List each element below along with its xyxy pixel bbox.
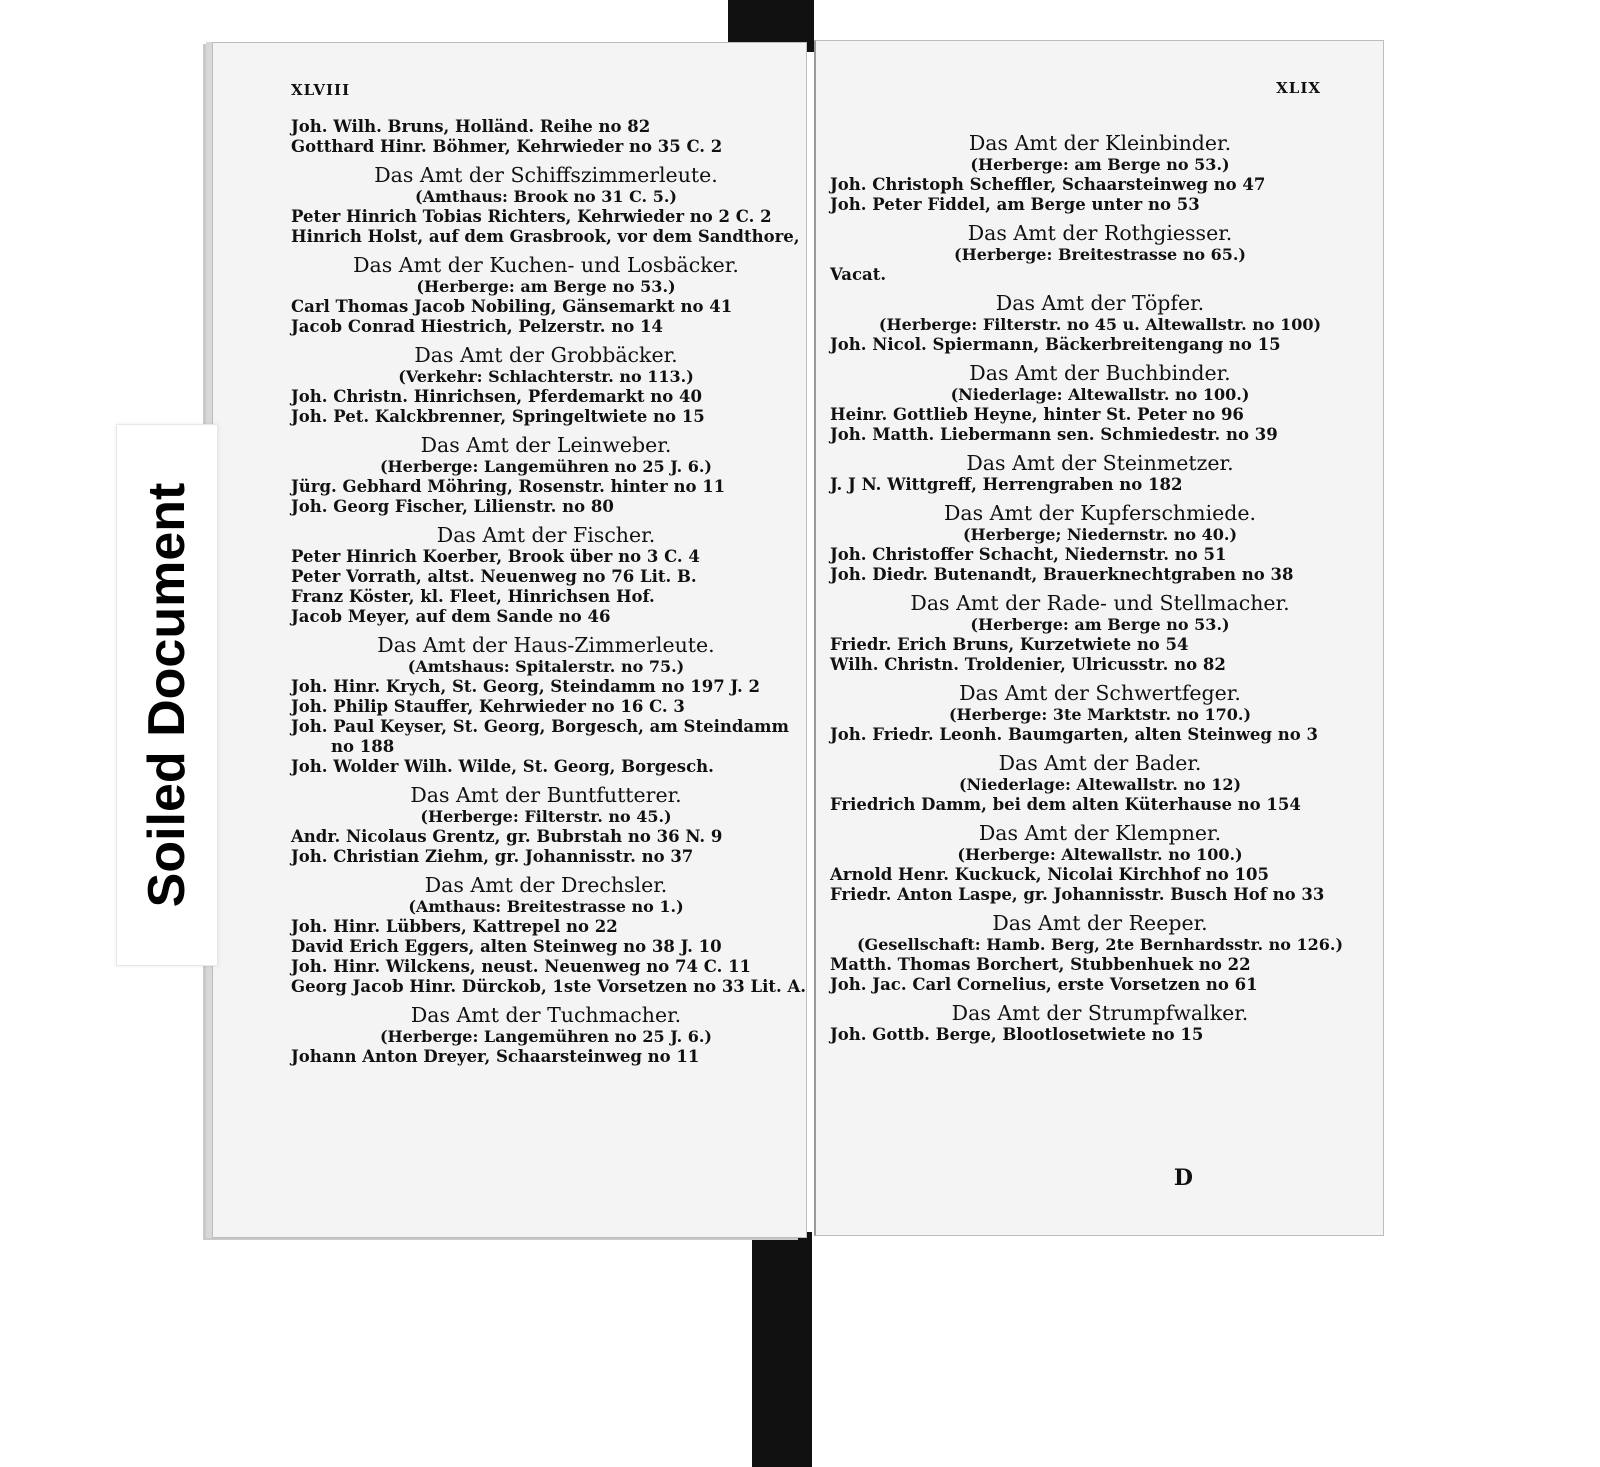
section-subtitle: (Verkehr: Schlachterstr. no 113.) [398,367,694,386]
member-entry: Joh. Hinr. Wilckens, neust. Neuenweg no 74 C. 11 [291,957,752,976]
section-title: Das Amt der Strumpfwalker. [951,1001,1249,1025]
member-entry: Jacob Meyer, auf dem Sande no 46 [291,607,611,626]
guild-section [291,1003,801,1067]
member-entry: Peter Hinrich Tobias Richters, Kehrwieder no 2 C. 2 [291,207,772,226]
section-title: Das Amt der Kuchen- und Losbäcker. [353,253,739,277]
guild-section [830,591,1370,675]
member-entry: Joh. Gottb. Berge, Blootlosetwiete no 15 [830,1025,1204,1044]
guild-section [830,821,1370,905]
guild-section [830,751,1370,815]
guild-section [830,681,1370,745]
section-subtitle: (Herberge: am Berge no 53.) [970,155,1230,174]
section-title: Das Amt der Grobbäcker. [414,343,678,367]
right-page [814,40,1384,1236]
section-title: Das Amt der Schwertfeger. [959,681,1241,705]
member-entry: Wilh. Christn. Troldenier, Ulricusstr. no 82 [830,655,1226,674]
member-entry: Joh. Diedr. Butenandt, Brauerknechtgraben no 38 [830,565,1294,584]
member-entry: J. J N. Wittgreff, Herrengraben no 182 [830,475,1183,494]
guild-section [830,1001,1370,1045]
member-entry: Joh. Paul Keyser, St. Georg, Borgesch, am Steindamm [291,717,789,736]
member-entry: Hinrich Holst, auf dem Grasbrook, vor dem Sandthore, [291,227,800,246]
section-title: Das Amt der Leinweber. [420,433,672,457]
member-entry: Joh. Christn. Hinrichsen, Pferdemarkt no 40 [291,387,702,406]
member-entry: Joh. Philip Stauffer, Kehrwieder no 16 C. 3 [291,697,685,716]
guild-section [291,253,801,337]
member-entry: Joh. Georg Fischer, Lilienstr. no 80 [291,497,614,516]
member-entry: Franz Köster, kl. Fleet, Hinrichsen Hof. [291,587,655,606]
section-title: Das Amt der Fischer. [436,523,656,547]
guild-section [830,291,1370,355]
section-title: Das Amt der Drechsler. [424,873,668,897]
section-subtitle: (Herberge: Breitestrasse no 65.) [954,245,1246,264]
left-column [291,117,807,1067]
member-entry: Arnold Henr. Kuckuck, Nicolai Kirchhof no 105 [830,865,1269,884]
guild-section [830,501,1370,585]
guild-section [830,451,1370,495]
member-entry: Joh. Wolder Wilh. Wilde, St. Georg, Borgesch. [291,757,714,776]
member-entry: Joh. Friedr. Leonh. Baumgarten, alten Steinweg no 3 [830,725,1318,744]
member-entry: Peter Hinrich Koerber, Brook über no 3 C. 4 [291,547,700,566]
member-entry: Jürg. Gebhard Möhring, Rosenstr. hinter no 11 [291,477,726,496]
section-title: Das Amt der Buchbinder. [969,361,1231,385]
member-entry: Jacob Conrad Hiestrich, Pelzerstr. no 14 [291,317,663,336]
member-entry: Friedrich Damm, bei dem alten Küterhause no 154 [830,795,1301,814]
member-entry: Friedr. Anton Laspe, gr. Johannisstr. Busch Hof no 33 [830,885,1325,904]
soiled-document-label [116,424,218,966]
member-entry: Joh. Christoph Scheffler, Schaarsteinweg no 47 [830,175,1266,194]
member-entry: Joh. Christian Ziehm, gr. Johannisstr. no 37 [291,847,694,866]
member-entry: Andr. Nicolaus Grentz, gr. Bubrstah no 36 N. 9 [291,827,723,846]
section-subtitle: (Herberge: Filterstr. no 45.) [420,807,672,826]
section-title: Das Amt der Buntfutterer. [410,783,682,807]
section-title: Das Amt der Kleinbinder. [968,131,1232,155]
member-entry: Heinr. Gottlieb Heyne, hinter St. Peter no 96 [830,405,1244,424]
member-entry: Joh. Matth. Liebermann sen. Schmiedestr. no 39 [830,425,1278,444]
guild-section [291,523,801,627]
section-subtitle: (Gesellschaft: Hamb. Berg, 2te Bernhardsstr. no 126.) [856,935,1344,954]
guild-section [291,163,801,247]
member-entry: Johann Anton Dreyer, Schaarsteinweg no 11 [291,1047,700,1066]
section-title: Das Amt der Schiffszimmerleute. [374,163,718,187]
guild-section [291,873,807,997]
section-title: Das Amt der Rothgiesser. [967,221,1233,245]
section-title: Das Amt der Klempner. [978,821,1222,845]
member-entry: Peter Vorrath, altst. Neuenweg no 76 Lit. B. [291,567,697,586]
section-subtitle: (Amtshaus: Spitalerstr. no 75.) [407,657,685,676]
page-number: XLVIII [291,81,351,99]
member-entry: Joh. Jac. Carl Cornelius, erste Vorsetzen no 61 [830,975,1258,994]
section-title: Das Amt der Töpfer. [995,291,1205,315]
right-column [830,125,1370,1045]
member-entry: Friedr. Erich Bruns, Kurzetwiete no 54 [830,635,1189,654]
member-entry: no 188 [331,737,395,756]
guild-section [291,783,801,867]
member-entry: David Erich Eggers, alten Steinweg no 38 J. 10 [291,937,722,956]
section-title: Das Amt der Kupferschmiede. [943,501,1257,525]
section-title: Das Amt der Steinmetzer. [966,451,1234,475]
member-entry: Joh. Hinr. Lübbers, Kattrepel no 22 [291,917,618,936]
section-subtitle: (Herberge: Altewallstr. no 100.) [957,845,1243,864]
section-subtitle: (Herberge: am Berge no 53.) [416,277,676,296]
section-subtitle: (Herberge: Langemühren no 25 J. 6.) [379,457,712,476]
preamble-line: Joh. Wilh. Bruns, Holländ. Reihe no 82 [291,117,651,136]
section-subtitle: (Amthaus: Breitestrasse no 1.) [408,897,684,916]
section-title: Das Amt der Rade- und Stellmacher. [910,591,1290,615]
section-subtitle: (Amthaus: Brook no 31 C. 5.) [415,187,677,206]
member-entry: Joh. Peter Fiddel, am Berge unter no 53 [830,195,1200,214]
member-entry: Georg Jacob Hinr. Dürckob, 1ste Vorsetzen no 33 Lit. A. [291,977,807,996]
guild-section [291,343,801,427]
guild-section [291,433,801,517]
section-subtitle: (Herberge; Niedernstr. no 40.) [962,525,1238,544]
signature-mark: D [1173,1165,1193,1191]
section-title: Das Amt der Reeper. [992,911,1208,935]
member-entry: Vacat. [830,265,887,284]
preamble-line: Gotthard Hinr. Böhmer, Kehrwieder no 35 C. 2 [291,137,723,156]
member-entry: Joh. Christoffer Schacht, Niedernstr. no 51 [830,545,1227,564]
section-subtitle: (Niederlage: Altewallstr. no 100.) [950,385,1250,404]
guild-section [830,221,1370,285]
section-subtitle: (Herberge: 3te Marktstr. no 170.) [948,705,1252,724]
page-number: XLIX [1276,79,1321,97]
guild-section [291,633,801,777]
guild-section [830,911,1370,995]
member-entry: Joh. Hinr. Krych, St. Georg, Steindamm no 197 J. 2 [291,677,760,696]
member-entry: Joh. Nicol. Spiermann, Bäckerbreitengang no 15 [830,335,1281,354]
section-title: Das Amt der Haus-Zimmerleute. [377,633,715,657]
member-entry: Carl Thomas Jacob Nobiling, Gänsemarkt no 41 [291,297,733,316]
member-entry: Joh. Pet. Kalckbrenner, Springeltwiete no 15 [291,407,705,426]
guild-section [830,361,1370,445]
section-subtitle: (Herberge: Filterstr. no 45 u. Altewallstr. no 100) [878,315,1322,334]
section-subtitle: (Niederlage: Altewallstr. no 12) [958,775,1242,794]
left-page [212,42,807,1238]
section-subtitle: (Herberge: am Berge no 53.) [970,615,1230,634]
binding-strip-bottom [752,1232,812,1467]
section-title: Das Amt der Tuchmacher. [410,1003,682,1027]
section-title: Das Amt der Bader. [998,751,1202,775]
label-text: Soiled Document [138,482,196,908]
guild-section [830,131,1370,215]
section-subtitle: (Herberge: Langemühren no 25 J. 6.) [379,1027,712,1046]
member-entry: Matth. Thomas Borchert, Stubbenhuek no 22 [830,955,1251,974]
